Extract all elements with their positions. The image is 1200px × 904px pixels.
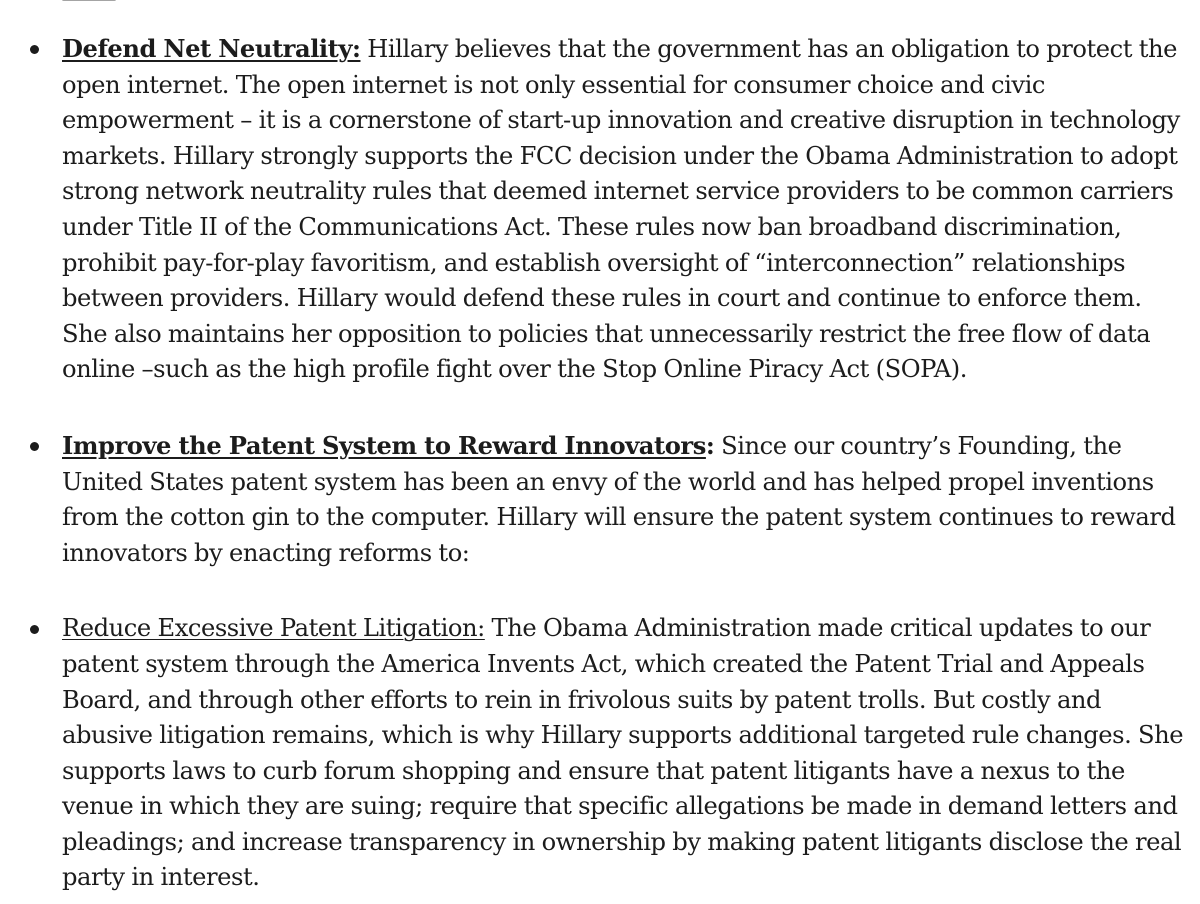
bullet-heading-colon: : xyxy=(705,430,715,460)
bullet-heading: Defend Net Neutrality: xyxy=(62,34,361,63)
bullet-dot-icon xyxy=(30,625,39,634)
cropped-previous-line xyxy=(62,0,132,4)
bullet-heading: Improve the Patent System to Reward Innovators xyxy=(62,430,706,460)
bullet-dot-icon xyxy=(30,442,39,451)
bullet-body-text: Hillary believes that the government has an obligation to protect the open internet. The open internet is not only essential for consumer choice and civic empowerment – it is a cornerstone of start-up innovation and creative disruption in technology markets. Hillary strongly supports the FCC decision under the Obama Administration to adopt strong network neutrality rules that deemed internet service providers to be common carriers under Title II of the Communications Act. These rules now ban broadband discrimination, prohibit pay-for-play favoritism, and establish oversight of “interconnection” relationships between providers. Hillary would defend these rules in court and continue to enforce them. She also maintains her opposition to policies that unnecessarily restrict the free flow of data online –such as the high profile fight over the Stop Online Piracy Act (SOPA). xyxy=(62,35,1180,384)
bullet-body-text: The Obama Administration made critical updates to our patent system through the America Invents Act, which created the Patent Trial and Appeals Board, and through other efforts to rein in frivolous suits by patent trolls. But costly and abusive litigation remains, which is why Hillary supports additional targeted rule changes. She supports laws to curb forum shopping and ensure that patent litigants have a nexus to the venue in which they are suing; require that specific allegations be made in demand letters and pleadings; and increase transparency in ownership by making patent litigants disclose the real party in interest. xyxy=(62,614,1184,892)
bullet-patent-system xyxy=(0,428,1200,571)
bullet-dot-icon xyxy=(30,45,39,54)
policy-bullet-list xyxy=(0,31,1200,896)
bullet-patent-litigation xyxy=(0,611,1200,896)
bullet-net-neutrality xyxy=(0,31,1200,388)
bullet-heading: Reduce Excessive Patent Litigation: xyxy=(62,614,485,643)
bullet-body-text: Since our country’s Founding, the United States patent system has been an envy of the world and has helped propel inventions from the cotton gin to the computer. Hillary will ensure the patent system continues to reward innovators by enacting reforms to: xyxy=(62,431,1176,567)
